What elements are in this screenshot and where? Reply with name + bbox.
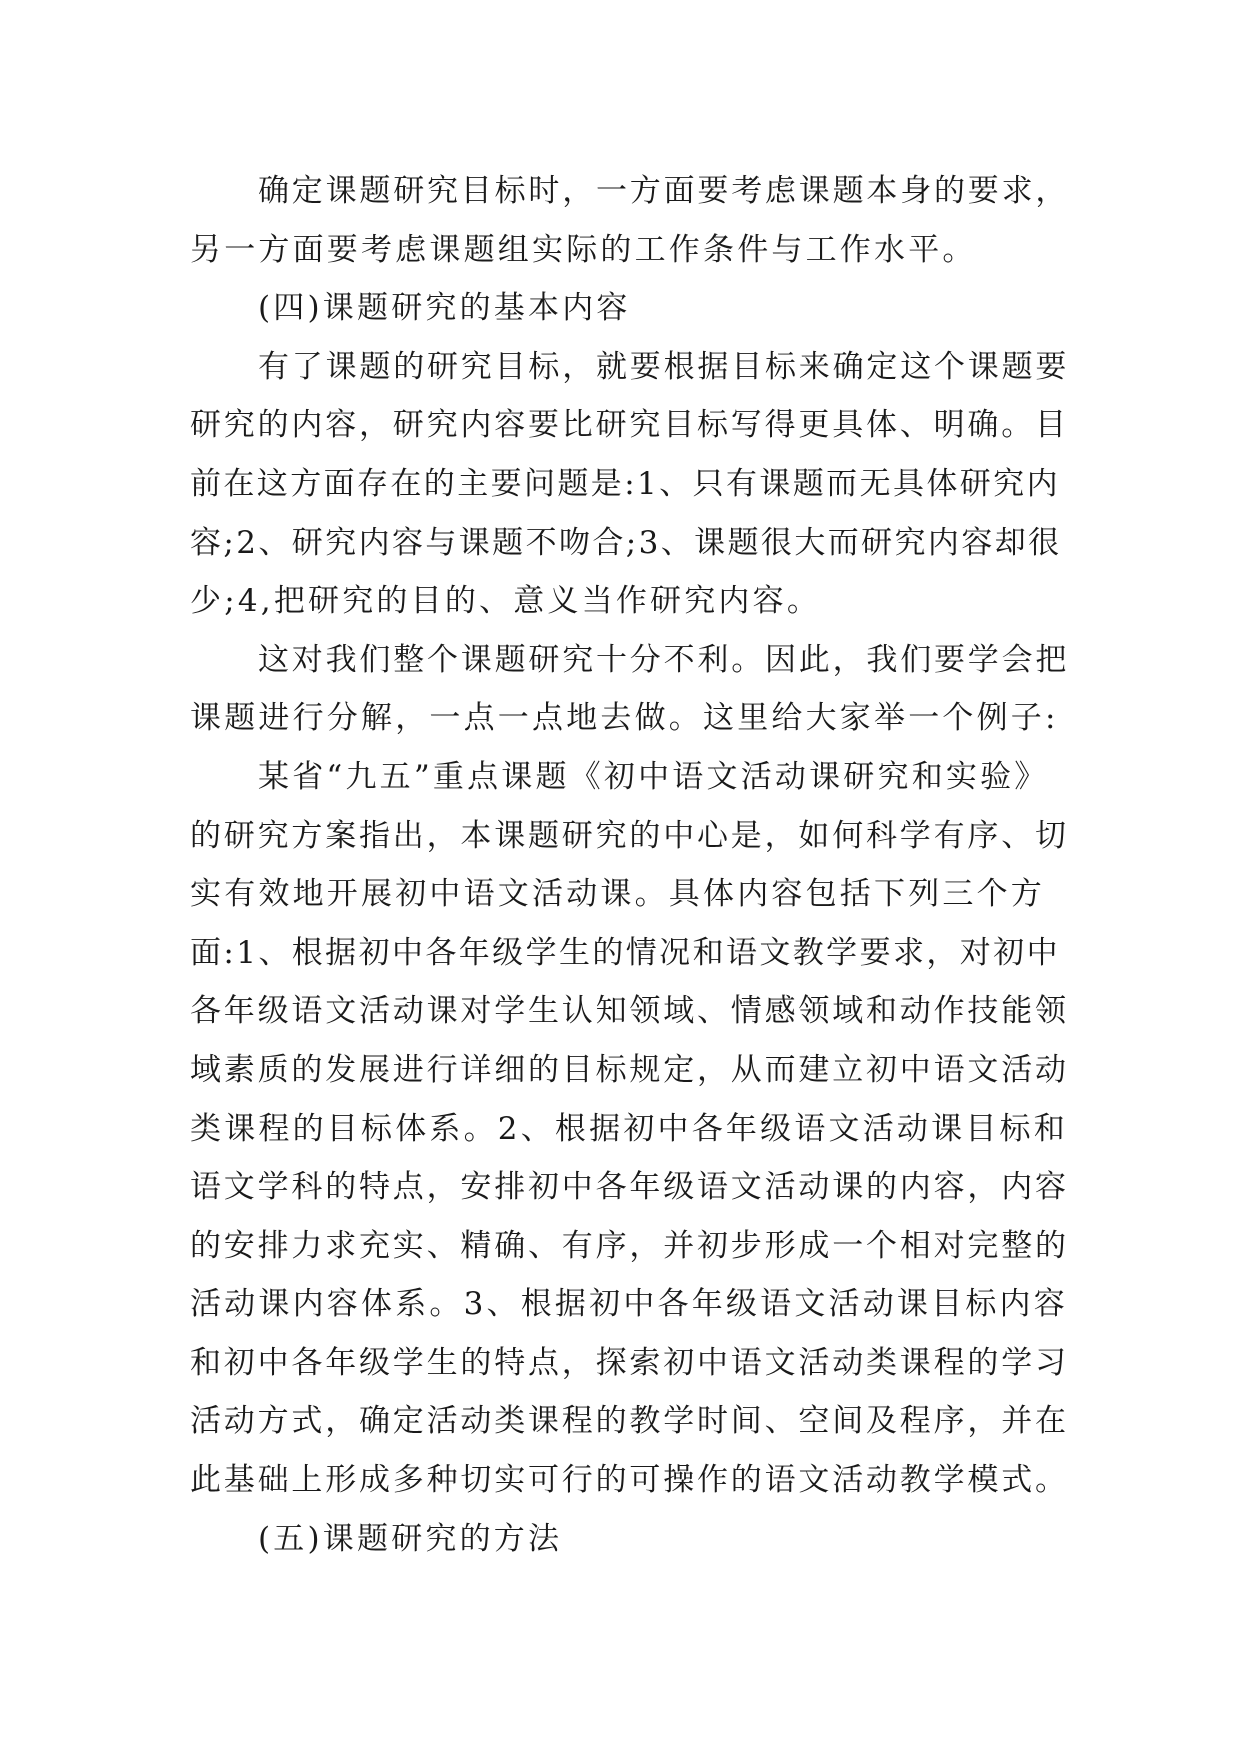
- text-line: 少;4,把研究的目的、意义当作研究内容。: [190, 583, 822, 620]
- text-line: 面:1、根据初中各年级学生的情况和语文教学要求，对初中: [190, 934, 1060, 971]
- text-line: 的安排力求充实、精确、有序，并初步形成一个相对完整的: [190, 1227, 1069, 1264]
- text-line: 活动课内容体系。3、根据初中各年级语文活动课目标内容: [190, 1286, 1068, 1323]
- text-line: 此基础上形成多种切实可行的可操作的语文活动教学模式。: [190, 1462, 1069, 1499]
- text-line: 容;2、研究内容与课题不吻合;3、课题很大而研究内容却很: [190, 524, 1062, 561]
- text-line: 各年级语文活动课对学生认知领域、情感领域和动作技能领: [190, 993, 1069, 1030]
- text-line: (四)课题研究的基本内容: [258, 290, 631, 327]
- text-line: 实有效地开展初中语文活动课。具体内容包括下列三个方: [190, 876, 1045, 913]
- document-body: [190, 162, 1070, 1568]
- text-line: 有了课题的研究目标，就要根据目标来确定这个课题要: [258, 348, 1070, 385]
- text-line: 和初中各年级学生的特点，探索初中语文活动类课程的学习: [190, 1344, 1069, 1381]
- text-line: 域素质的发展进行详细的目标规定，从而建立初中语文活动: [190, 1051, 1069, 1088]
- text-line: 另一方面要考虑课题组实际的工作条件与工作水平。: [190, 231, 977, 268]
- text-line: 语文学科的特点，安排初中各年级语文活动课的内容，内容: [190, 1169, 1069, 1206]
- text-line: 前在这方面存在的主要问题是:1、只有课题而无具体研究内: [190, 465, 1060, 502]
- text-line: 某省“九五”重点课题《初中语文活动课研究和实验》: [258, 758, 1049, 795]
- text-line: 活动方式，确定活动类课程的教学时间、空间及程序，并在: [190, 1403, 1069, 1440]
- text-line: 的研究方案指出，本课题研究的中心是，如何科学有序、切: [190, 817, 1069, 854]
- text-line: 类课程的目标体系。2、根据初中各年级语文活动课目标和: [190, 1110, 1068, 1147]
- text-line: 确定课题研究目标时，一方面要考虑课题本身的要求，: [258, 173, 1070, 209]
- text-line: 这对我们整个课题研究十分不利。因此，我们要学会把: [258, 641, 1070, 678]
- text-line: 课题进行分解，一点一点地去做。这里给大家举一个例子:: [190, 700, 1059, 737]
- text-line: (五)课题研究的方法: [258, 1520, 563, 1557]
- text-line: 研究的内容，研究内容要比研究目标写得更具体、明确。目: [190, 407, 1069, 444]
